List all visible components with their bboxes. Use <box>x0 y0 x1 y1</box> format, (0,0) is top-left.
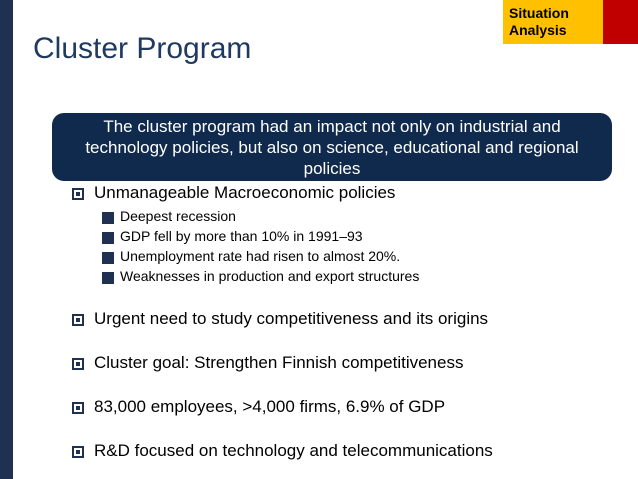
sub-bullet-list <box>94 206 493 286</box>
square-bullet-icon <box>72 358 84 370</box>
bullet-list <box>70 182 493 462</box>
sub-bullet-item <box>100 226 493 246</box>
sub-bullet-text: GDP fell by more than 10% in 1991–93 <box>120 228 363 244</box>
section-tag-line1: Situation <box>509 5 569 21</box>
square-bullet-icon <box>72 188 84 200</box>
callout-box <box>52 113 612 181</box>
filled-square-bullet-icon <box>102 272 114 284</box>
square-bullet-icon <box>72 402 84 414</box>
square-bullet-icon <box>72 446 84 458</box>
bullet-text: R&D focused on technology and telecommunications <box>94 441 493 460</box>
bullet-item <box>70 182 493 286</box>
section-tag-line2: Analysis <box>509 22 567 38</box>
bullet-item <box>70 440 493 462</box>
bullet-text: Unmanageable Macroeconomic policies <box>94 183 396 202</box>
bullet-text: 83,000 employees, >4,000 firms, 6.9% of GDP <box>94 397 446 416</box>
bullet-item <box>70 308 493 330</box>
sub-bullet-text: Unemployment rate had risen to almost 20%. <box>120 248 401 264</box>
right-accent-strip <box>603 0 638 44</box>
sub-bullet-text: Weaknesses in production and export structures <box>120 268 420 284</box>
square-bullet-icon <box>72 314 84 326</box>
bullet-text: Urgent need to study competitiveness and its origins <box>94 309 489 328</box>
left-accent-bar <box>0 0 13 479</box>
filled-square-bullet-icon <box>102 232 114 244</box>
bullet-text: Cluster goal: Strengthen Finnish competitiveness <box>94 353 464 372</box>
sub-bullet-text: Deepest recession <box>120 208 236 224</box>
sub-bullet-item <box>100 246 493 266</box>
filled-square-bullet-icon <box>102 212 114 224</box>
sub-bullet-item <box>100 266 493 286</box>
filled-square-bullet-icon <box>102 252 114 264</box>
callout-text: The cluster program had an impact not only on industrial and technology policies, but also on science, educational and regional policies <box>85 116 579 178</box>
sub-bullet-item <box>100 206 493 226</box>
bullet-item <box>70 396 493 418</box>
slide-title: Cluster Program <box>33 32 252 65</box>
bullet-item <box>70 352 493 374</box>
section-tag <box>503 0 603 44</box>
